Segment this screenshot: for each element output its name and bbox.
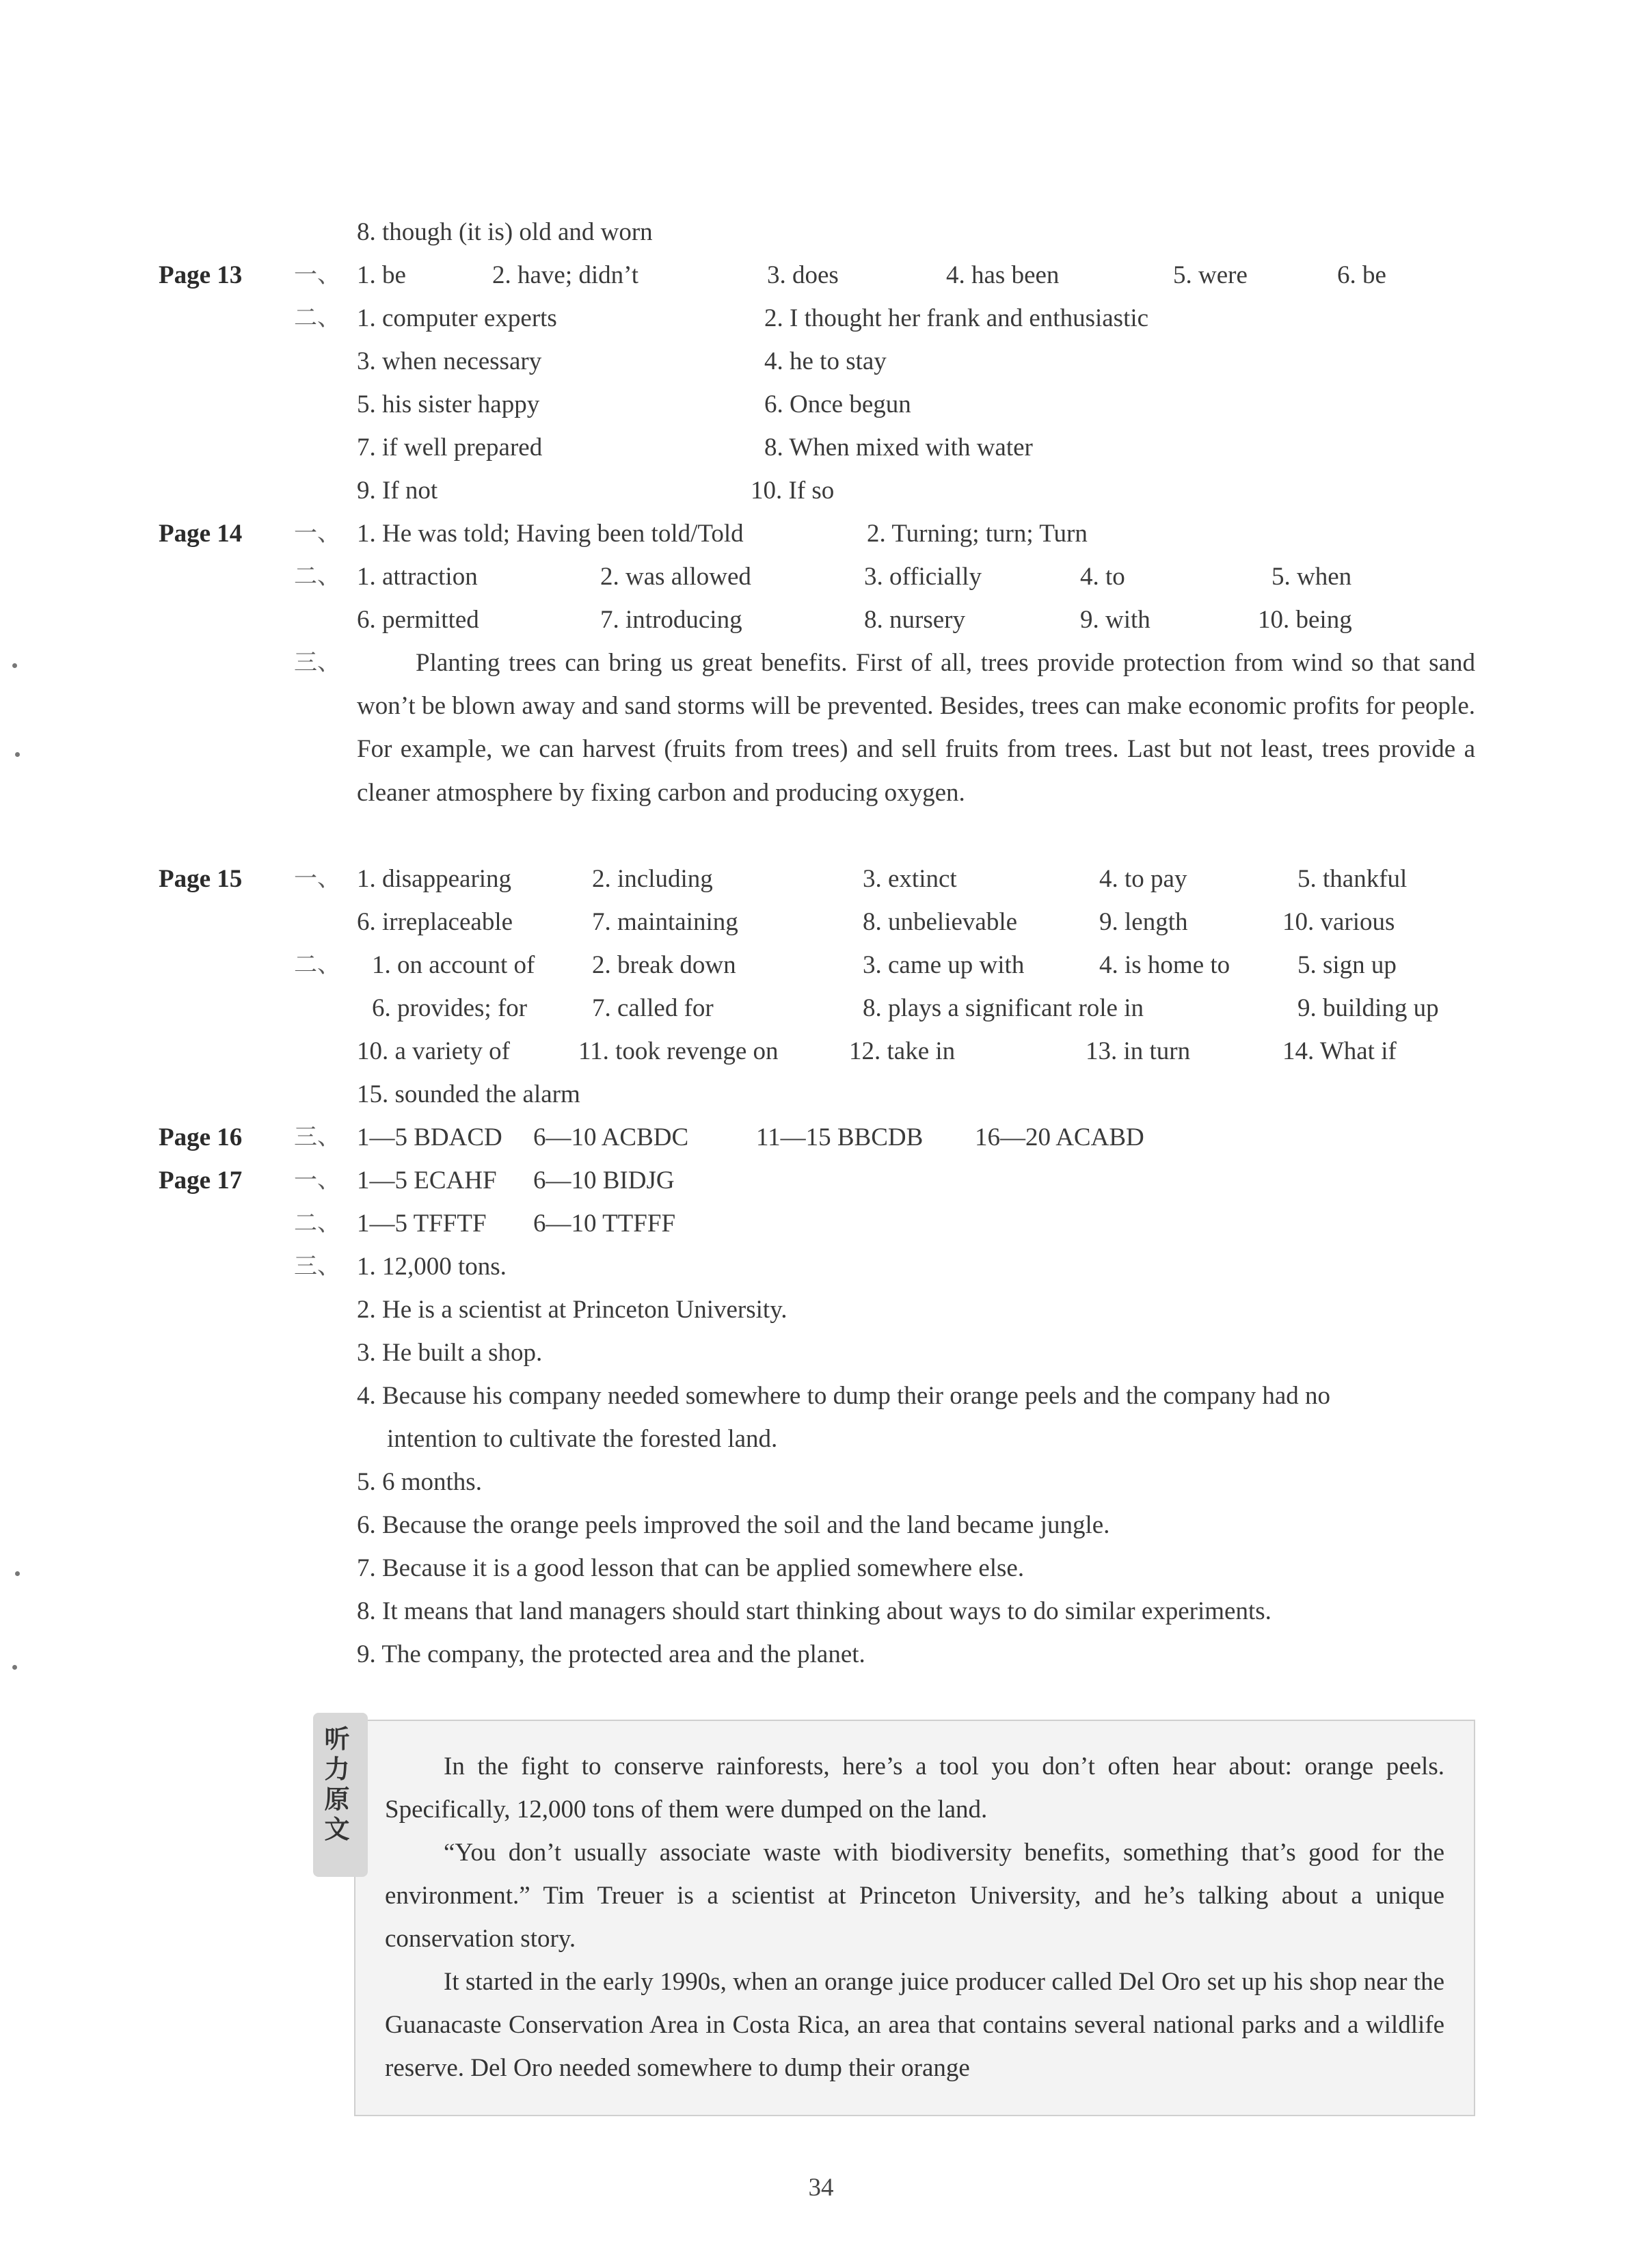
answer-line: [0, 1245, 1642, 1288]
answer-item: 13. in turn: [1086, 1037, 1191, 1065]
answer-item: 10. various: [1282, 908, 1395, 936]
answer-item: 6. Once begun: [764, 390, 911, 418]
answer-line: [0, 987, 1642, 1030]
answer-line: [0, 900, 1642, 944]
answer-line: [0, 1504, 1642, 1547]
answer-line: [0, 426, 1642, 469]
answer-item: 3. does: [767, 261, 839, 289]
section-mark: 一、: [294, 865, 340, 892]
answer-item: 2. including: [592, 865, 713, 893]
answer-line: [0, 1417, 1642, 1460]
section-mark: 三、: [294, 649, 340, 676]
answer-item: 8. unbelievable: [863, 908, 1018, 936]
answer-item: 5. 6 months.: [357, 1468, 482, 1496]
answer-item: 1. on account of: [372, 951, 535, 979]
answer-item: 1. attraction: [357, 563, 478, 591]
answer-item: 7. maintaining: [592, 908, 738, 936]
answer-line: [0, 1590, 1642, 1633]
answer-line: [0, 340, 1642, 383]
section-mark: 二、: [294, 951, 340, 978]
answer-item: 9. If not: [357, 477, 438, 505]
answer-item: 7. called for: [592, 994, 714, 1022]
margin-dot: [12, 663, 17, 668]
answer-item: 8. It means that land managers should start thinking about ways to do similar experiments.: [357, 1597, 1271, 1625]
answer-item: 4. has been: [946, 261, 1060, 289]
answer-item: 12. take in: [849, 1037, 956, 1065]
answer-item: 2. He is a scientist at Princeton University.: [357, 1296, 788, 1324]
answer-item: 4. to pay: [1099, 865, 1187, 893]
answer-item: 9. length: [1099, 908, 1188, 936]
answer-item: 2. I thought her frank and enthusiastic: [764, 304, 1149, 332]
answer-item: 6. permitted: [357, 606, 479, 634]
answer-item: 5. when: [1271, 563, 1352, 591]
answer-line: [0, 1460, 1642, 1504]
answer-item: 5. thankful: [1297, 865, 1408, 893]
answer-item: 6. irreplaceable: [357, 908, 513, 936]
answer-item: 7. introducing: [600, 606, 742, 634]
answer-item: 7. Because it is a good lesson that can be applied somewhere else.: [357, 1554, 1025, 1582]
answer-line: [0, 1116, 1642, 1159]
answer-item: 2. break down: [592, 951, 736, 979]
answer-item: 4. is home to: [1099, 951, 1230, 979]
answer-item: 11. took revenge on: [578, 1037, 779, 1065]
transcript-paragraph: It started in the early 1990s, when an orange juice producer called Del Oro set up his shop near the Guanacaste Conservation Area in Costa Rica, an area that contains several national parks and a wildlife reserve. Del Oro needed somewhere to dump their orange: [385, 1968, 1444, 2082]
answer-item: 9. The company, the protected area and the planet.: [357, 1640, 865, 1668]
answer-item: 2. was allowed: [600, 563, 751, 591]
answer-item: 1—5 ECAHF: [357, 1166, 497, 1195]
answer-item: 5. sign up: [1297, 951, 1397, 979]
answer-item: 4. to: [1080, 563, 1125, 591]
answer-line: [0, 857, 1642, 900]
answer-item: 1. computer experts: [357, 304, 557, 332]
answer-line: [0, 211, 1642, 254]
answer-line: [0, 1159, 1642, 1202]
answer-item: 5. were: [1173, 261, 1248, 289]
answer-line: [0, 1633, 1642, 1676]
page-number: 34: [808, 2174, 834, 2202]
answer-item: 6—10 TTFFF: [533, 1210, 676, 1238]
answer-item: 7. if well prepared: [357, 433, 543, 462]
transcript-paragraph: “You don’t usually associate waste with biodiversity benefits, something that’s good for the environment.” Tim Treuer is a scientist at Princeton University, and he’s talking about a unique conservation story.: [385, 1839, 1444, 1953]
answer-item: 3. He built a shop.: [357, 1339, 543, 1367]
page-label: Page 16: [159, 1123, 243, 1151]
answer-line: [0, 512, 1642, 555]
answer-item: 10. If so: [751, 477, 835, 505]
answer-item: 1. He was told; Having been told/Told: [357, 520, 744, 548]
answer-line: [0, 1374, 1642, 1417]
answer-item: 1—5 TFFTF: [357, 1210, 487, 1238]
answer-item: 10. a variety of: [357, 1037, 510, 1065]
answer-line: [0, 944, 1642, 987]
answer-item: 6. be: [1337, 261, 1386, 289]
answer-line: [0, 1030, 1642, 1073]
answer-item: 3. when necessary: [357, 347, 542, 375]
answer-item: 14. What if: [1282, 1037, 1397, 1065]
answer-line: [0, 383, 1642, 426]
essay-paragraph: Planting trees can bring us great benefits. First of all, trees provide protection from wind so that sand won’t be blown away and sand storms will be prevented. Besides, trees can make economic profits for people. For example, we can harvest (fruits from trees) and sell fruits from trees. Last but not least, trees provide a cleaner atmosphere by fixing carbon and producing oxygen.: [357, 649, 1475, 807]
page-label: Page 13: [159, 261, 243, 289]
answer-item: intention to cultivate the forested land.: [387, 1425, 778, 1453]
answer-item: 3. came up with: [863, 951, 1025, 979]
answer-item: 9. with: [1080, 606, 1150, 634]
section-mark: 一、: [294, 520, 340, 547]
answer-item: 9. building up: [1297, 994, 1439, 1022]
answer-item: 4. he to stay: [764, 347, 887, 375]
transcript-paragraph: In the fight to conserve rainforests, here’s a tool you don’t often hear about: orange peels. Specifically, 12,000 tons of them were dumped on the land.: [385, 1752, 1444, 1824]
section-mark: 一、: [294, 1166, 340, 1194]
answer-line: [0, 1331, 1642, 1374]
section-mark: 二、: [294, 563, 340, 590]
answer-line: [0, 254, 1642, 297]
answer-item: 2. Turning; turn; Turn: [867, 520, 1088, 548]
section-mark: 二、: [294, 1210, 340, 1237]
answer-item: 1. be: [357, 261, 406, 289]
answer-line: [0, 1288, 1642, 1331]
answer-item: 10. being: [1258, 606, 1352, 634]
answer-line: [0, 1547, 1642, 1590]
answer-line: [0, 598, 1642, 641]
answer-item: 1. 12,000 tons.: [357, 1253, 507, 1281]
answer-item: 3. extinct: [863, 865, 957, 893]
answer-item: 16—20 ACABD: [975, 1123, 1144, 1151]
answer-item: 8. plays a significant role in: [863, 994, 1144, 1022]
answer-item: 5. his sister happy: [357, 390, 540, 418]
page-label: Page 17: [159, 1166, 243, 1195]
section-mark: 二、: [294, 304, 340, 332]
answer-line: [0, 297, 1642, 340]
answer-item: 1. disappearing: [357, 865, 512, 893]
page-label: Page 15: [159, 865, 243, 893]
answer-line: [0, 555, 1642, 598]
answer-item: 8. though (it is) old and worn: [357, 218, 653, 246]
margin-dot: [15, 752, 20, 757]
answer-item: 8. nursery: [864, 606, 965, 634]
transcript-tag-label: 听力原文: [324, 1724, 350, 1844]
answer-item: 6—10 ACBDC: [533, 1123, 689, 1151]
answer-item: 2. have; didn’t: [492, 261, 639, 289]
answer-line: [0, 1202, 1642, 1245]
answer-item: 1—5 BDACD: [357, 1123, 502, 1151]
answer-item: 4. Because his company needed somewhere to dump their orange peels and the company had no: [357, 1382, 1331, 1410]
answer-item: 8. When mixed with water: [764, 433, 1033, 462]
answer-line: [0, 1073, 1642, 1116]
page-label: Page 14: [159, 520, 243, 548]
answer-line: [0, 469, 1642, 512]
section-mark: 一、: [294, 261, 340, 289]
answer-item: 6. provides; for: [372, 994, 528, 1022]
answer-item: 15. sounded the alarm: [357, 1080, 580, 1108]
section-mark: 三、: [294, 1253, 340, 1280]
answer-item: 6. Because the orange peels improved the soil and the land became jungle.: [357, 1511, 1110, 1539]
margin-dot: [15, 1571, 20, 1576]
section-mark: 三、: [294, 1123, 340, 1151]
margin-dot: [12, 1665, 17, 1670]
answer-item: 11—15 BBCDB: [756, 1123, 924, 1151]
answer-item: 6—10 BIDJG: [533, 1166, 675, 1195]
answer-item: 3. officially: [864, 563, 982, 591]
